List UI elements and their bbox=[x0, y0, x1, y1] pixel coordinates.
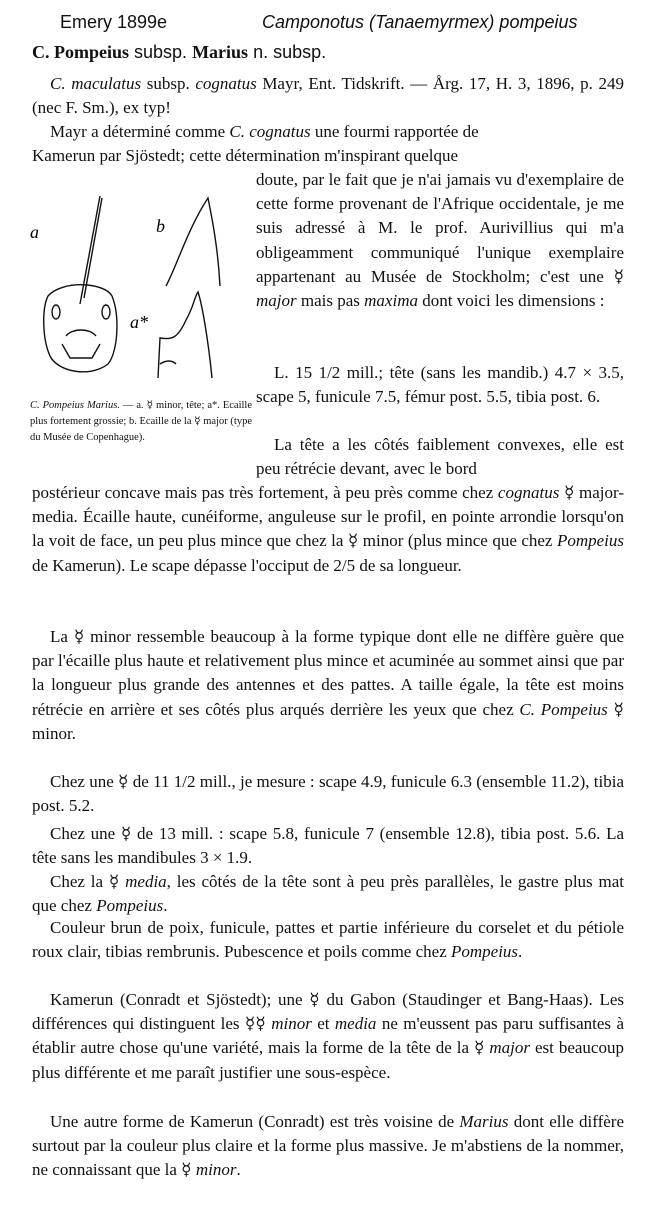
paragraph-8: Une autre forme de Kamerun (Conradt) est très voisine de Marius dont elle diffère surtout par la couleur plus claire et la forme plus massive. Je m'abstiens de la nommer, ne connaissant que la ☿ minor. bbox=[32, 1112, 624, 1180]
paragraph-2: La ☿ minor ressemble beaucoup à la forme typique dont elle ne diffère guère que par l'écaille plus haute et relativement plus mince et acuminée au sommet ainsi que par la longueur plus grande des antennes et des pattes. A taille égale, la tête est moins rétrécie en arrière et ses côtés plus arqués derrière les yeux que chez C. Pompeius ☿ minor. bbox=[32, 627, 624, 743]
figure-drawing bbox=[26, 188, 254, 388]
paragraph-7: Kamerun (Conradt et Sjöstedt); une ☿ du Gabon (Staudinger et Bang-Haas). Les différences qui distinguent les ☿☿ minor et media ne m'eussent pas paru suffisantes à établir autre chose qu'une variété, mais la forme de la tête de la ☿ major est beaucoup plus différente et me paraît justifier une sous-espèce. bbox=[32, 990, 624, 1082]
head-outline bbox=[44, 285, 117, 372]
figure-label-a: a bbox=[30, 222, 39, 242]
page-header bbox=[0, 12, 654, 38]
figure-label-a-star: a* bbox=[130, 312, 148, 332]
paragraph-1: postérieur concave mais pas très fortement, à peu près comme chez cognatus ☿ major-media. Écaille haute, cunéiforme, anguleuse sur le profil, en pointe arrondie lorsqu'on la voit de face, un peu plus mince que chez la ☿ minor (plus mince que chez Pompeius de Kamerun). Le scape dépasse l'occiput de 2/5 de sa longueur. bbox=[32, 483, 624, 575]
intro-line-1: Mayr a déterminé comme C. cognatus une fourmi rapportée de bbox=[50, 122, 479, 141]
antenna-line bbox=[84, 198, 102, 298]
scale-a-star bbox=[158, 292, 212, 378]
citation-label: Emery 1899e bbox=[60, 12, 168, 32]
intro-line-2: Kamerun par Sjöstedt; cette détermination m'inspirant quelque bbox=[32, 146, 459, 165]
figure-label-b: b bbox=[156, 216, 165, 236]
scale-b bbox=[166, 198, 220, 286]
taxon-header: Camponotus (Tanaemyrmex) pompeius bbox=[262, 12, 578, 32]
paragraph-3: Chez une ☿ de 11 1/2 mill., je mesure : scape 4.9, funicule 6.3 (ensemble 11.2), tibia post. 5.2. bbox=[32, 772, 624, 816]
paragraph-6: Couleur brun de poix, funicule, pattes et partie inférieure du corselet et du pétiole roux clair, tibias rembrunis. Pubescence et poils comme chez Pompeius. bbox=[32, 918, 624, 962]
figure-caption: C. Pompeius Marius. — a. ☿ minor, tête; a*. Ecaille plus fortement grossie; b. Ecaille de la ☿ major (type du Musée de Copenhague). bbox=[30, 400, 252, 443]
figure-ant-head bbox=[26, 188, 254, 388]
head-description-start: La tête a les côtés faiblement convexes, elle est peu rétrécie devant, avec le bord bbox=[256, 435, 624, 479]
dimensions-paragraph: L. 15 1/2 mill.; tête (sans les mandib.) 4.7 × 3.5, scape 5, funicule 7.5, fémur post. 5.5, tibia post. 6. bbox=[256, 363, 624, 407]
synonymy-paragraph: C. maculatus subsp. cognatus Mayr, Ent. Tidskrift. — Årg. 17, H. 3, 1896, p. 249 (nec F. Sm.), ex typ! bbox=[32, 74, 624, 118]
paragraph-4: Chez une ☿ de 13 mill. : scape 5.8, funicule 7 (ensemble 12.8), tibia post. 5.6. La tête sans les mandibules 3 × 1.9. bbox=[32, 824, 624, 868]
species-title: C. Pompeius subsp. Marius n. subsp. bbox=[32, 42, 327, 62]
paragraph-5: Chez la ☿ media, les côtés de la tête sont à peu près parallèles, le gastre plus mat que chez Pompeius. bbox=[32, 872, 624, 916]
side-paragraph: doute, par le fait que je n'ai jamais vu d'exemplaire de cette forme provenant de l'Afrique occidentale, je me suis adressé à M. le prof. Aurivillius qui m'a obligeamment communiqué l'unique exemplaire appartenant au Musée de Stockholm; c'est une ☿ major mais pas maxima dont voici les dimensions : bbox=[256, 170, 624, 311]
